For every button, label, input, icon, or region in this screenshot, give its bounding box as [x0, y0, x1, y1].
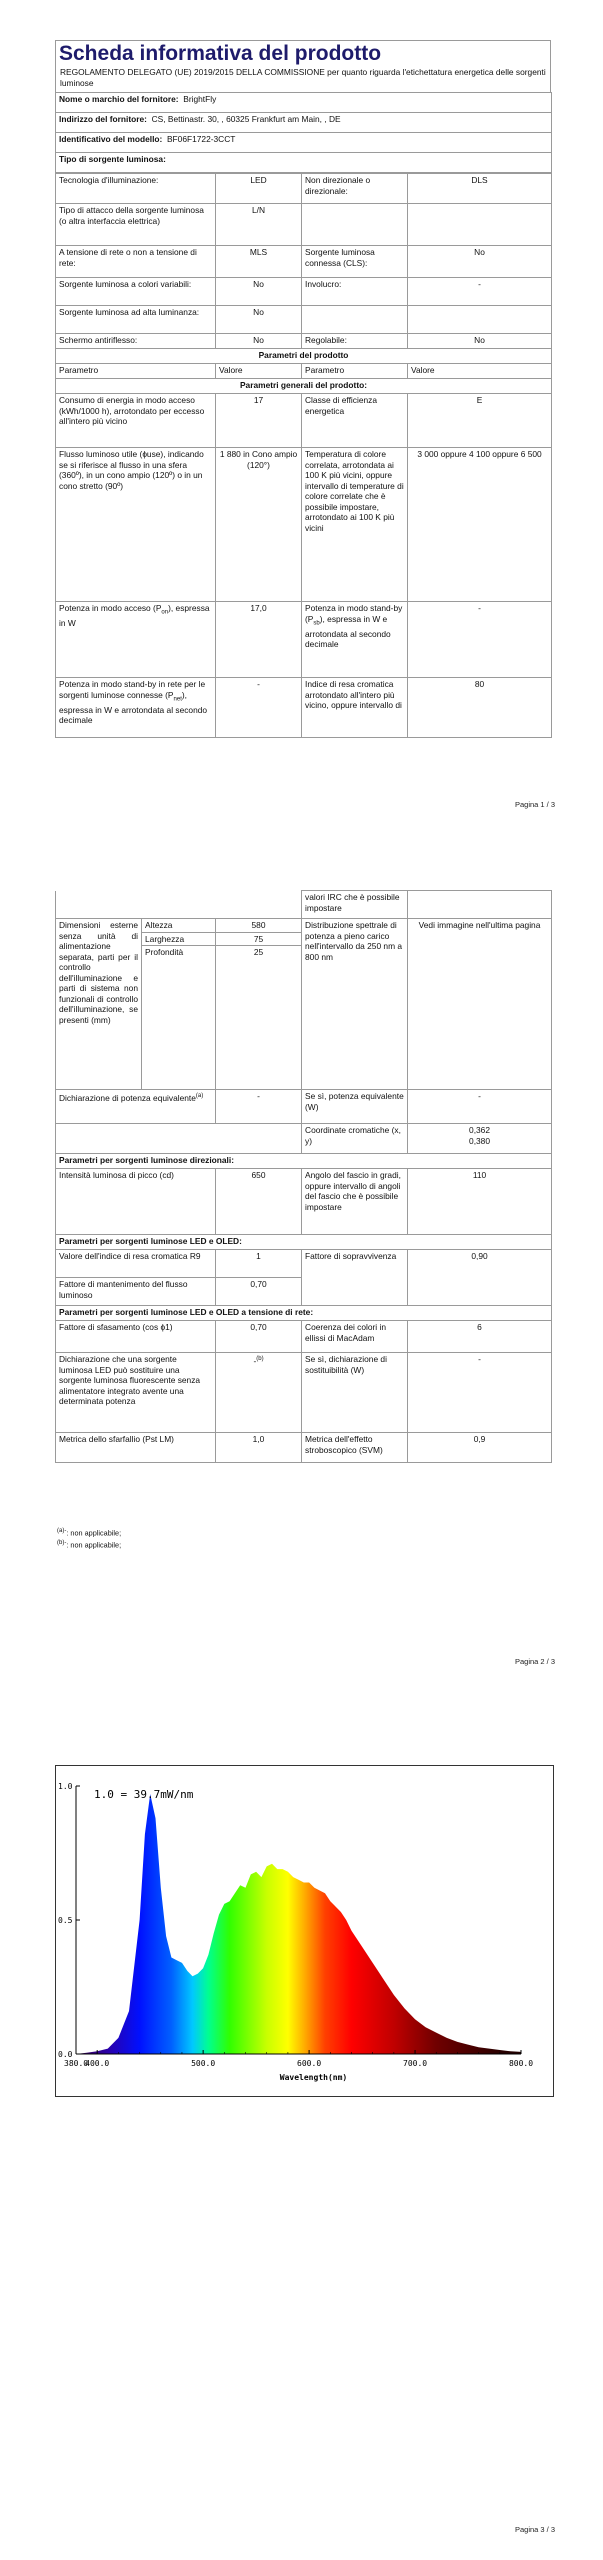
- x-tick-label: 500.0: [191, 2059, 216, 2068]
- high-luminance-label: Sorgente luminosa ad alta luminanza:: [56, 306, 216, 334]
- table-row: [56, 1306, 552, 1321]
- supplier-address: CS, Bettinastr. 30, , 60325 Frankfurt am Main, , DE: [151, 114, 341, 124]
- table-row: [56, 113, 552, 133]
- x-tick-label: 700.0: [403, 2059, 428, 2068]
- connected-label: Sorgente luminosa connessa (CLS):: [302, 246, 408, 278]
- dim-depth-label: Profondità: [142, 946, 216, 1090]
- supplier-table: [55, 92, 552, 173]
- general-params-heading: Parametri generali del prodotto:: [56, 379, 552, 394]
- flicker-metric-label: Metrica dello sfarfallio (Pst LM): [56, 1433, 216, 1463]
- on-mode-power-value: 17,0: [216, 602, 302, 678]
- table-row: [56, 919, 552, 933]
- footnote-b: $^{(b)-}$: non applicabile;: [57, 1540, 122, 1550]
- equivalent-power-value: -: [216, 1090, 302, 1124]
- model-label: Identificativo del modello:: [59, 134, 163, 144]
- macadam-label: Coerenza dei colori in ellissi di MacAdam: [302, 1321, 408, 1353]
- x-tick-label: 800.0: [508, 2059, 534, 2068]
- mains-led-params-heading: Parametri per sorgenti luminose LED e OLED a tensione di rete:: [56, 1306, 552, 1321]
- table-row: [56, 1090, 552, 1124]
- cap-type-label: Tipo di attacco della sorgente luminosa (o altra interfaccia elettrica): [56, 204, 216, 246]
- table-row: [56, 306, 552, 334]
- footnotes: [55, 1526, 553, 1551]
- table-row: [56, 1235, 552, 1250]
- dimmable-value: No: [408, 334, 552, 349]
- flicker-metric-value: 1,0: [216, 1433, 302, 1463]
- params-table-continued: [55, 890, 552, 1463]
- table-row: [56, 379, 552, 394]
- dim-width-value: 75: [216, 932, 302, 946]
- supplier-name-label: Nome o marchio del fornitore:: [59, 94, 179, 104]
- spectral-distribution-chart: [56, 1766, 553, 2096]
- high-luminance-value: No: [216, 306, 302, 334]
- table-row: [56, 278, 552, 306]
- page-number-3: Pagina 3 / 3: [514, 2525, 555, 2534]
- colour-tuneable-value: No: [216, 278, 302, 306]
- fluorescent-replacement-value: -$^{(b)}$: [216, 1353, 302, 1433]
- x-axis-label: Wavelength(nm): [279, 2073, 348, 2082]
- stroboscopic-value: 0,9: [408, 1433, 552, 1463]
- source-type-table: [55, 173, 552, 738]
- led-params-heading: Parametri per sorgenti luminose LED e OLED:: [56, 1235, 552, 1250]
- table-row: [56, 394, 552, 448]
- table-row: [56, 678, 552, 738]
- page-number-2: Pagina 2 / 3: [514, 1657, 555, 1666]
- directional-label: Non direzionale o direzionale:: [302, 174, 408, 204]
- equivalent-watt-label: Se sì, potenza equivalente (W): [302, 1090, 408, 1124]
- table-row: [56, 133, 552, 153]
- network-standby-value: -: [216, 678, 302, 738]
- equivalent-power-label: Dichiarazione di potenza equivalente$^{(a)}$: [56, 1090, 216, 1124]
- table-row: [56, 891, 552, 919]
- x-tick-label: 600.0: [297, 2059, 322, 2068]
- table-row: [56, 349, 552, 364]
- table-row: [56, 334, 552, 349]
- survival-factor-label: Fattore di sopravvivenza: [302, 1250, 408, 1306]
- y-tick-label: 0.5: [58, 1916, 73, 1925]
- fluorescent-replacement-label: Dichiarazione che una sorgente luminosa LED può sostituire una sorgente luminosa fluorescente senza alimentatore integrato avente una determinata potenza: [56, 1353, 216, 1433]
- envelope-label: Involucro:: [302, 278, 408, 306]
- model-id: BF06F1722-3CCT: [166, 134, 236, 144]
- table-row: [56, 364, 552, 379]
- dim-depth-value: 25: [216, 946, 302, 1090]
- peak-intensity-value: 650: [216, 1169, 302, 1235]
- page-number-1: Pagina 1 / 3: [514, 800, 555, 809]
- colour-tuneable-label: Sorgente luminosa a colori variabili:: [56, 278, 216, 306]
- standby-power-value: -: [408, 602, 552, 678]
- col-header-value-2: Valore: [408, 364, 552, 379]
- equivalent-watt-value: -: [408, 1090, 552, 1124]
- envelope-value: -: [408, 278, 552, 306]
- table-row: [56, 1433, 552, 1463]
- table-row: [56, 1250, 552, 1278]
- cap-type-value: L/N: [216, 204, 302, 246]
- product-sheet-page-1: [55, 40, 551, 738]
- regulation-subtitle: REGOLAMENTO DELEGATO (UE) 2019/2015 DELLA COMMISSIONE per quanto riguarda l'etichettatura energetica delle sorgenti luminose: [60, 67, 546, 88]
- header-box: [55, 40, 551, 92]
- cct-value: 3 000 oppure 4 100 oppure 6 500: [408, 448, 552, 602]
- energy-consumption-label: Consumo di energia in modo acceso (kWh/1000 h), arrotondato per eccesso all'intero più vicino: [56, 394, 216, 448]
- spd-value: Vedi immagine nell'ultima pagina: [408, 919, 552, 1090]
- network-standby-label: Potenza in modo stand-by in rete per le sorgenti luminose connesse $(P_{net})$, espressa in W e arrotondata al secondo decimale: [56, 678, 216, 738]
- supplier-name: BrightFly: [183, 94, 217, 104]
- table-row: [56, 1353, 552, 1433]
- directional-value: DLS: [408, 174, 552, 204]
- lumen-maintenance-value: 0,70: [216, 1278, 302, 1306]
- on-mode-power-label: Potenza in modo acceso $(P_{on})$, espressa in W: [56, 602, 216, 678]
- source-type-heading: Tipo di sorgente luminosa:: [56, 153, 552, 173]
- col-header-param-2: Parametro: [302, 364, 408, 379]
- table-row: [56, 204, 552, 246]
- mains-label: A tensione di rete o non a tensione di rete:: [56, 246, 216, 278]
- dimensions-label: Dimensioni esterne senza unità di alimentazione separata, parti per il controllo dell'illuminazione e parti di sistema non funzionali di controllo dell'illuminazione, se presenti (mm): [56, 919, 142, 1090]
- scale-annotation: 1.0 = 39.7mW/nm: [94, 1788, 194, 1801]
- cri-label: Indice di resa cromatica arrotondato all'intero più vicino, oppure intervallo di: [302, 678, 408, 738]
- spectrum-area: [76, 1794, 521, 2054]
- directional-params-heading: Parametri per sorgenti luminose direzionali:: [56, 1154, 552, 1169]
- table-row: [56, 1321, 552, 1353]
- replacement-claim-label: Se sì, dichiarazione di sostituibilità (W): [302, 1353, 408, 1433]
- connected-value: No: [408, 246, 552, 278]
- stroboscopic-label: Metrica dell'effetto stroboscopico (SVM): [302, 1433, 408, 1463]
- y-tick-label: 0.0: [58, 2050, 73, 2059]
- table-row: [56, 1124, 552, 1154]
- table-row: [56, 153, 552, 173]
- macadam-value: 6: [408, 1321, 552, 1353]
- r9-value: 1: [216, 1250, 302, 1278]
- displacement-factor-value: 0,70: [216, 1321, 302, 1353]
- replacement-claim-value: -: [408, 1353, 552, 1433]
- anti-glare-value: No: [216, 334, 302, 349]
- dim-height-value: 580: [216, 919, 302, 933]
- table-row: [56, 602, 552, 678]
- luminous-flux-value: 1 880 in Cono ampio (120°): [216, 448, 302, 602]
- table-row: [56, 1169, 552, 1235]
- anti-glare-label: Schermo antiriflesso:: [56, 334, 216, 349]
- r9-label: Valore dell'indice di resa cromatica R9: [56, 1250, 216, 1278]
- efficiency-class-value: E: [408, 394, 552, 448]
- dimmable-label: Regolabile:: [302, 334, 408, 349]
- energy-consumption-value: 17: [216, 394, 302, 448]
- page-1: [0, 0, 603, 855]
- table-row: [56, 448, 552, 602]
- table-row: [56, 93, 552, 113]
- page-2: [0, 890, 603, 1740]
- survival-factor-value: 0,90: [408, 1250, 552, 1306]
- displacement-factor-label: Fattore di sfasamento (cos ɸ1): [56, 1321, 216, 1353]
- lighting-technology-value: LED: [216, 174, 302, 204]
- product-params-heading: Parametri del prodotto: [56, 349, 552, 364]
- y-tick-label: 1.0: [58, 1782, 73, 1791]
- chromaticity-value: 0,362 0,380: [408, 1124, 552, 1154]
- beam-angle-label: Angolo del fascio in gradi, oppure intervallo di angoli del fascio che è possibile impostare: [302, 1169, 408, 1235]
- lumen-maintenance-label: Fattore di mantenimento del flusso luminoso: [56, 1278, 216, 1306]
- chromaticity-label: Coordinate cromatiche (x, y): [302, 1124, 408, 1154]
- beam-angle-value: 110: [408, 1169, 552, 1235]
- spectrum-chart-frame: [55, 1765, 554, 2097]
- cct-label: Temperatura di colore correlata, arrotondata ai 100 K più vicini, oppure intervallo di temperature di colore correlate che è possibile impostare, arrotondato ai 100 K più vicini: [302, 448, 408, 602]
- table-row: [56, 246, 552, 278]
- standby-power-label: Potenza in modo stand-by $(P_{sb})$, espressa in W e arrotondata al secondo decimale: [302, 602, 408, 678]
- x-tick-label: 400.0: [85, 2059, 110, 2068]
- table-row: [56, 174, 552, 204]
- efficiency-class-label: Classe di efficienza energetica: [302, 394, 408, 448]
- spd-label: Distribuzione spettrale di potenza a pieno carico nell'intervallo da 250 nm a 800 nm: [302, 919, 408, 1090]
- luminous-flux-label: Flusso luminoso utile (ɸuse), indicando se si riferisce al flusso in una sfera (360º), in un cono ampio (120º) o in un cono stretto (90º): [56, 448, 216, 602]
- cri-label-continued: valori IRC che è possibile impostare: [302, 891, 408, 919]
- col-header-param: Parametro: [56, 364, 216, 379]
- table-row: [56, 1154, 552, 1169]
- cri-value: 80: [408, 678, 552, 738]
- col-header-value: Valore: [216, 364, 302, 379]
- dim-width-label: Larghezza: [142, 932, 216, 946]
- supplier-address-label: Indirizzo del fornitore:: [59, 114, 147, 124]
- x-tick-label: 380.0: [64, 2059, 89, 2068]
- dim-height-label: Altezza: [142, 919, 216, 933]
- footnote-a: $^{(a)-}$: non applicabile;: [57, 1528, 122, 1538]
- lighting-technology-label: Tecnologia d'illuminazione:: [56, 174, 216, 204]
- peak-intensity-label: Intensità luminosa di picco (cd): [56, 1169, 216, 1235]
- page-title: Scheda informativa del prodotto: [59, 42, 382, 65]
- mains-value: MLS: [216, 246, 302, 278]
